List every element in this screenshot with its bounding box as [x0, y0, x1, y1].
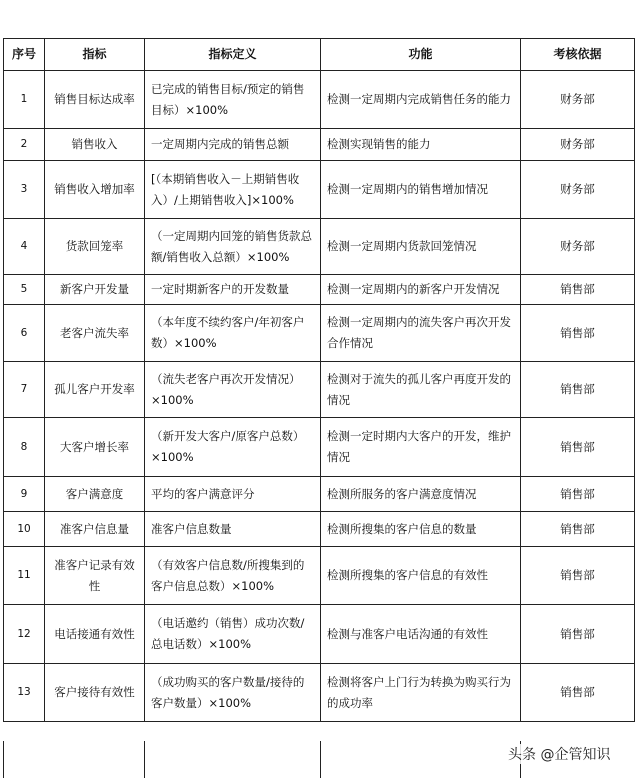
row-number: 4 [4, 219, 45, 275]
table-row [4, 418, 635, 477]
assessment-basis: 销售部 [521, 275, 635, 305]
indicator-name: 货款回笼率 [45, 219, 145, 275]
indicator-function: 检测一定时期内大客户的开发，维护情况 [321, 418, 521, 477]
table-row [4, 362, 635, 418]
indicator-definition: （成功购买的客户数量/接待的客户数量）×100% [145, 664, 321, 722]
indicator-function: 检测一定周期内完成销售任务的能力 [321, 71, 521, 129]
row-number: 8 [4, 418, 45, 477]
indicator-function: 检测所搜集的客户信息的有效性 [321, 547, 521, 605]
indicator-name: 准客户信息量 [45, 512, 145, 547]
indicator-definition: 一定周期内完成的销售总额 [145, 129, 321, 161]
indicator-function: 检测一定周期内的销售增加情况 [321, 161, 521, 219]
assessment-basis: 财务部 [521, 161, 635, 219]
indicator-function: 检测一定周期内的流失客户再次开发合作情况 [321, 305, 521, 362]
row-number: 11 [4, 547, 45, 605]
row-number: 2 [4, 129, 45, 161]
assessment-basis: 销售部 [521, 418, 635, 477]
indicator-definition: （有效客户信息数/所搜集到的客户信息总数）×100% [145, 547, 321, 605]
indicator-name: 客户满意度 [45, 477, 145, 512]
table-row [4, 219, 635, 275]
indicator-function: 检测实现销售的能力 [321, 129, 521, 161]
row-number: 10 [4, 512, 45, 547]
kpi-table [3, 38, 635, 722]
indicator-definition: （流失老客户再次开发情况）×100% [145, 362, 321, 418]
row-number: 3 [4, 161, 45, 219]
header-basis: 考核依据 [521, 39, 635, 71]
table-row [4, 477, 635, 512]
header-no: 序号 [4, 39, 45, 71]
row-number: 1 [4, 71, 45, 129]
indicator-definition: [（本期销售收入－上期销售收入）/上期销售收入]×100% [145, 161, 321, 219]
table-row [4, 605, 635, 664]
indicator-function: 检测与准客户电话沟通的有效性 [321, 605, 521, 664]
indicator-definition: 平均的客户满意评分 [145, 477, 321, 512]
header-function: 功能 [321, 39, 521, 71]
header-row [4, 39, 635, 71]
row-number: 9 [4, 477, 45, 512]
indicator-name: 孤儿客户开发率 [45, 362, 145, 418]
table-row [4, 547, 635, 605]
indicator-name: 准客户记录有效性 [45, 547, 145, 605]
table-row [4, 664, 635, 722]
indicator-name: 销售目标达成率 [45, 71, 145, 129]
assessment-basis: 销售部 [521, 547, 635, 605]
indicator-definition: （本年度不续约客户/年初客户数）×100% [145, 305, 321, 362]
row-number: 5 [4, 275, 45, 305]
header-indicator: 指标 [45, 39, 145, 71]
table-row [4, 305, 635, 362]
table-row [4, 512, 635, 547]
assessment-basis: 销售部 [521, 477, 635, 512]
indicator-name: 客户接待有效性 [45, 664, 145, 722]
indicator-name: 大客户增长率 [45, 418, 145, 477]
table-row [4, 275, 635, 305]
assessment-basis: 销售部 [521, 605, 635, 664]
row-number: 13 [4, 664, 45, 722]
indicator-function: 检测对于流失的孤儿客户再度开发的情况 [321, 362, 521, 418]
header-definition: 指标定义 [145, 39, 321, 71]
row-number: 6 [4, 305, 45, 362]
indicator-definition: 准客户信息数量 [145, 512, 321, 547]
row-number: 7 [4, 362, 45, 418]
indicator-function: 检测将客户上门行为转换为购买行为的成功率 [321, 664, 521, 722]
indicator-name: 电话接通有效性 [45, 605, 145, 664]
watermark: 头条 @企管知识 [504, 744, 614, 764]
assessment-basis: 销售部 [521, 305, 635, 362]
table-row [4, 71, 635, 129]
indicator-definition: （一定周期内回笼的销售货款总额/销售收入总额）×100% [145, 219, 321, 275]
indicator-definition: 已完成的销售目标/预定的销售目标）×100% [145, 71, 321, 129]
table-row [4, 161, 635, 219]
indicator-name: 新客户开发量 [45, 275, 145, 305]
assessment-basis: 财务部 [521, 129, 635, 161]
indicator-name: 销售收入增加率 [45, 161, 145, 219]
indicator-definition: 一定时期新客户的开发数量 [145, 275, 321, 305]
assessment-basis: 销售部 [521, 362, 635, 418]
assessment-basis: 财务部 [521, 219, 635, 275]
assessment-basis: 财务部 [521, 71, 635, 129]
indicator-definition: （新开发大客户/原客户总数）×100% [145, 418, 321, 477]
indicator-name: 老客户流失率 [45, 305, 145, 362]
assessment-basis: 销售部 [521, 512, 635, 547]
indicator-function: 检测所搜集的客户信息的数量 [321, 512, 521, 547]
row-number: 12 [4, 605, 45, 664]
indicator-function: 检测所服务的客户满意度情况 [321, 477, 521, 512]
table-row [4, 129, 635, 161]
assessment-basis: 销售部 [521, 664, 635, 722]
indicator-definition: （电话邀约（销售）成功次数/总电话数）×100% [145, 605, 321, 664]
indicator-function: 检测一定周期内的新客户开发情况 [321, 275, 521, 305]
indicator-name: 销售收入 [45, 129, 145, 161]
indicator-function: 检测一定周期内货款回笼情况 [321, 219, 521, 275]
